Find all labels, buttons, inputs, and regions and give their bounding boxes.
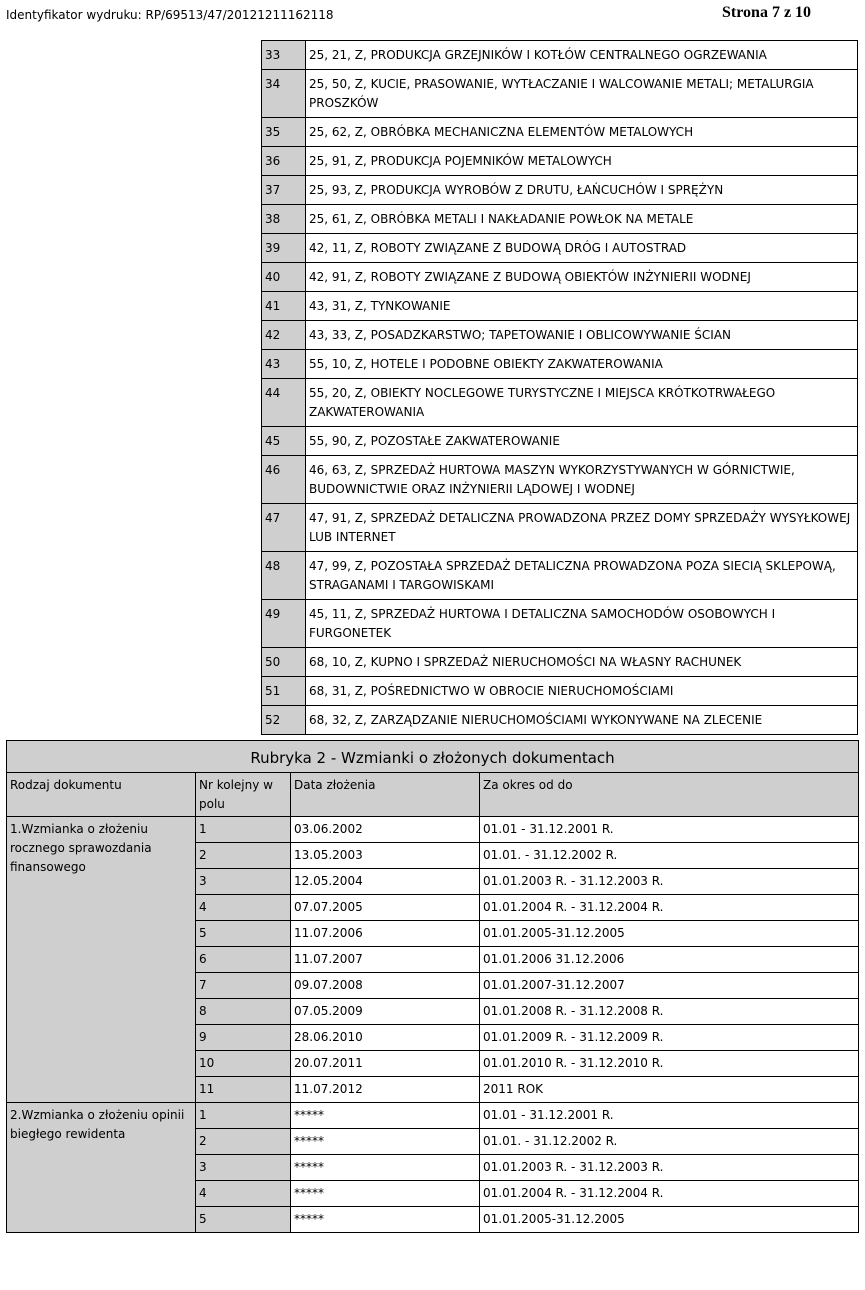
filing-date: *****	[291, 1103, 480, 1129]
filing-date: 11.07.2012	[291, 1077, 480, 1103]
pkd-row-text: 68, 31, Z, POŚREDNICTWO W OBROCIE NIERUCHOMOŚCIAMI	[306, 677, 858, 706]
table-row	[262, 292, 858, 321]
pkd-row-text: 25, 61, Z, OBRÓBKA METALI I NAKŁADANIE POWŁOK NA METALE	[306, 205, 858, 234]
column-header: Data złożenia	[291, 773, 480, 817]
pkd-row-text: 55, 10, Z, HOTELE I PODOBNE OBIEKTY ZAKWATEROWANIA	[306, 350, 858, 379]
entry-number: 3	[196, 869, 291, 895]
period-range: 01.01.2009 R. - 31.12.2009 R.	[480, 1025, 859, 1051]
pkd-row-text: 45, 11, Z, SPRZEDAŻ HURTOWA I DETALICZNA SAMOCHODÓW OSOBOWYCH I FURGONETEK	[306, 600, 858, 648]
entry-number: 8	[196, 999, 291, 1025]
pkd-row-number: 46	[262, 456, 306, 504]
pkd-row-number: 42	[262, 321, 306, 350]
pkd-row-number: 49	[262, 600, 306, 648]
table-row	[7, 1103, 859, 1129]
filing-date: 03.06.2002	[291, 817, 480, 843]
column-header: Za okres od do	[480, 773, 859, 817]
pkd-row-number: 35	[262, 118, 306, 147]
table-row	[262, 263, 858, 292]
column-header: Rodzaj dokumentu	[7, 773, 196, 817]
table-row	[262, 456, 858, 504]
table-row	[7, 817, 859, 843]
entry-number: 6	[196, 947, 291, 973]
period-range: 01.01.2005-31.12.2005	[480, 1207, 859, 1233]
table-row	[262, 321, 858, 350]
period-range: 01.01 - 31.12.2001 R.	[480, 1103, 859, 1129]
pkd-row-number: 37	[262, 176, 306, 205]
table-row	[262, 504, 858, 552]
period-range: 01.01 - 31.12.2001 R.	[480, 817, 859, 843]
pkd-row-number: 43	[262, 350, 306, 379]
page-number: Strona 7 z 10	[722, 4, 812, 21]
filing-date: 12.05.2004	[291, 869, 480, 895]
filing-date: 28.06.2010	[291, 1025, 480, 1051]
pkd-row-number: 48	[262, 552, 306, 600]
entry-number: 1	[196, 1103, 291, 1129]
pkd-row-text: 25, 50, Z, KUCIE, PRASOWANIE, WYTŁACZANIE I WALCOWANIE METALI; METALURGIA PROSZKÓW	[306, 70, 858, 118]
pkd-row-text: 47, 91, Z, SPRZEDAŻ DETALICZNA PROWADZONA PRZEZ DOMY SPRZEDAŻY WYSYŁKOWEJ LUB INTERNET	[306, 504, 858, 552]
period-range: 01.01.2004 R. - 31.12.2004 R.	[480, 1181, 859, 1207]
rubryka2-title: Rubryka 2 - Wzmianki o złożonych dokumentach	[7, 741, 859, 773]
period-range: 01.01.2010 R. - 31.12.2010 R.	[480, 1051, 859, 1077]
table-row	[262, 147, 858, 176]
pkd-row-text: 42, 91, Z, ROBOTY ZWIĄZANE Z BUDOWĄ OBIEKTÓW INŻYNIERII WODNEJ	[306, 263, 858, 292]
pkd-row-number: 45	[262, 427, 306, 456]
print-identifier: Identyfikator wydruku: RP/69513/47/20121211162118	[6, 8, 334, 22]
table-row	[262, 118, 858, 147]
document-type-label: 2.Wzmianka o złożeniu opinii biegłego rewidenta	[7, 1103, 196, 1233]
table-row	[262, 552, 858, 600]
filing-date: 11.07.2007	[291, 947, 480, 973]
pkd-row-text: 55, 20, Z, OBIEKTY NOCLEGOWE TURYSTYCZNE I MIEJSCA KRÓTKOTRWAŁEGO ZAKWATEROWANIA	[306, 379, 858, 427]
pkd-row-text: 43, 31, Z, TYNKOWANIE	[306, 292, 858, 321]
period-range: 01.01.2005-31.12.2005	[480, 921, 859, 947]
table-row	[262, 350, 858, 379]
pkd-row-text: 55, 90, Z, POZOSTAŁE ZAKWATEROWANIE	[306, 427, 858, 456]
pkd-row-number: 39	[262, 234, 306, 263]
table-row	[262, 234, 858, 263]
period-range: 01.01.2007-31.12.2007	[480, 973, 859, 999]
pkd-row-text: 43, 33, Z, POSADZKARSTWO; TAPETOWANIE I OBLICOWYWANIE ŚCIAN	[306, 321, 858, 350]
period-range: 01.01.2006 31.12.2006	[480, 947, 859, 973]
pkd-row-number: 33	[262, 41, 306, 70]
period-range: 01.01.2003 R. - 31.12.2003 R.	[480, 1155, 859, 1181]
pkd-row-text: 47, 99, Z, POZOSTAŁA SPRZEDAŻ DETALICZNA PROWADZONA POZA SIECIĄ SKLEPOWĄ, STRAGANAMI I TARGOWISKAMI	[306, 552, 858, 600]
entry-number: 4	[196, 895, 291, 921]
period-range: 01.01.2003 R. - 31.12.2003 R.	[480, 869, 859, 895]
entry-number: 10	[196, 1051, 291, 1077]
pkd-row-number: 36	[262, 147, 306, 176]
period-range: 01.01. - 31.12.2002 R.	[480, 843, 859, 869]
entry-number: 2	[196, 1129, 291, 1155]
filing-date: 11.07.2006	[291, 921, 480, 947]
pkd-row-text: 68, 10, Z, KUPNO I SPRZEDAŻ NIERUCHOMOŚCI NA WŁASNY RACHUNEK	[306, 648, 858, 677]
filing-date: 20.07.2011	[291, 1051, 480, 1077]
table-row	[262, 427, 858, 456]
table-row	[262, 379, 858, 427]
table-row	[262, 648, 858, 677]
pkd-row-number: 51	[262, 677, 306, 706]
pkd-row-number: 40	[262, 263, 306, 292]
table-row	[262, 176, 858, 205]
filing-date: *****	[291, 1181, 480, 1207]
pkd-row-number: 38	[262, 205, 306, 234]
entry-number: 3	[196, 1155, 291, 1181]
document-type-label: 1.Wzmianka o złożeniu rocznego sprawozdania finansowego	[7, 817, 196, 1103]
pkd-row-number: 47	[262, 504, 306, 552]
entry-number: 1	[196, 817, 291, 843]
entry-number: 2	[196, 843, 291, 869]
entry-number: 9	[196, 1025, 291, 1051]
pkd-row-text: 25, 93, Z, PRODUKCJA WYROBÓW Z DRUTU, ŁAŃCUCHÓW I SPRĘŻYN	[306, 176, 858, 205]
entry-number: 5	[196, 1207, 291, 1233]
period-range: 2011 ROK	[480, 1077, 859, 1103]
rubryka2-table	[6, 740, 859, 1233]
pkd-row-number: 44	[262, 379, 306, 427]
table-row	[262, 677, 858, 706]
table-row	[262, 706, 858, 735]
pkd-row-number: 52	[262, 706, 306, 735]
table-row	[262, 205, 858, 234]
filing-date: *****	[291, 1207, 480, 1233]
period-range: 01.01.2008 R. - 31.12.2008 R.	[480, 999, 859, 1025]
column-header: Nr kolejny w polu	[196, 773, 291, 817]
pkd-row-number: 41	[262, 292, 306, 321]
table-row	[262, 70, 858, 118]
filing-date: 13.05.2003	[291, 843, 480, 869]
table-row	[262, 600, 858, 648]
pkd-row-text: 46, 63, Z, SPRZEDAŻ HURTOWA MASZYN WYKORZYSTYWANYCH W GÓRNICTWIE, BUDOWNICTWIE ORAZ INŻYNIERII LĄDOWEJ I WODNEJ	[306, 456, 858, 504]
pkd-row-text: 25, 91, Z, PRODUKCJA POJEMNIKÓW METALOWYCH	[306, 147, 858, 176]
entry-number: 7	[196, 973, 291, 999]
filing-date: *****	[291, 1155, 480, 1181]
filing-date: 09.07.2008	[291, 973, 480, 999]
period-range: 01.01.2004 R. - 31.12.2004 R.	[480, 895, 859, 921]
entry-number: 11	[196, 1077, 291, 1103]
pkd-row-text: 68, 32, Z, ZARZĄDZANIE NIERUCHOMOŚCIAMI WYKONYWANE NA ZLECENIE	[306, 706, 858, 735]
pkd-row-text: 25, 62, Z, OBRÓBKA MECHANICZNA ELEMENTÓW METALOWYCH	[306, 118, 858, 147]
pkd-row-text: 25, 21, Z, PRODUKCJA GRZEJNIKÓW I KOTŁÓW CENTRALNEGO OGRZEWANIA	[306, 41, 858, 70]
period-range: 01.01. - 31.12.2002 R.	[480, 1129, 859, 1155]
filing-date: 07.05.2009	[291, 999, 480, 1025]
pkd-row-number: 50	[262, 648, 306, 677]
filing-date: 07.07.2005	[291, 895, 480, 921]
pkd-row-number: 34	[262, 70, 306, 118]
pkd-row-text: 42, 11, Z, ROBOTY ZWIĄZANE Z BUDOWĄ DRÓG I AUTOSTRAD	[306, 234, 858, 263]
entry-number: 4	[196, 1181, 291, 1207]
filing-date: *****	[291, 1129, 480, 1155]
entry-number: 5	[196, 921, 291, 947]
table-row	[262, 41, 858, 70]
pkd-table	[261, 40, 858, 735]
